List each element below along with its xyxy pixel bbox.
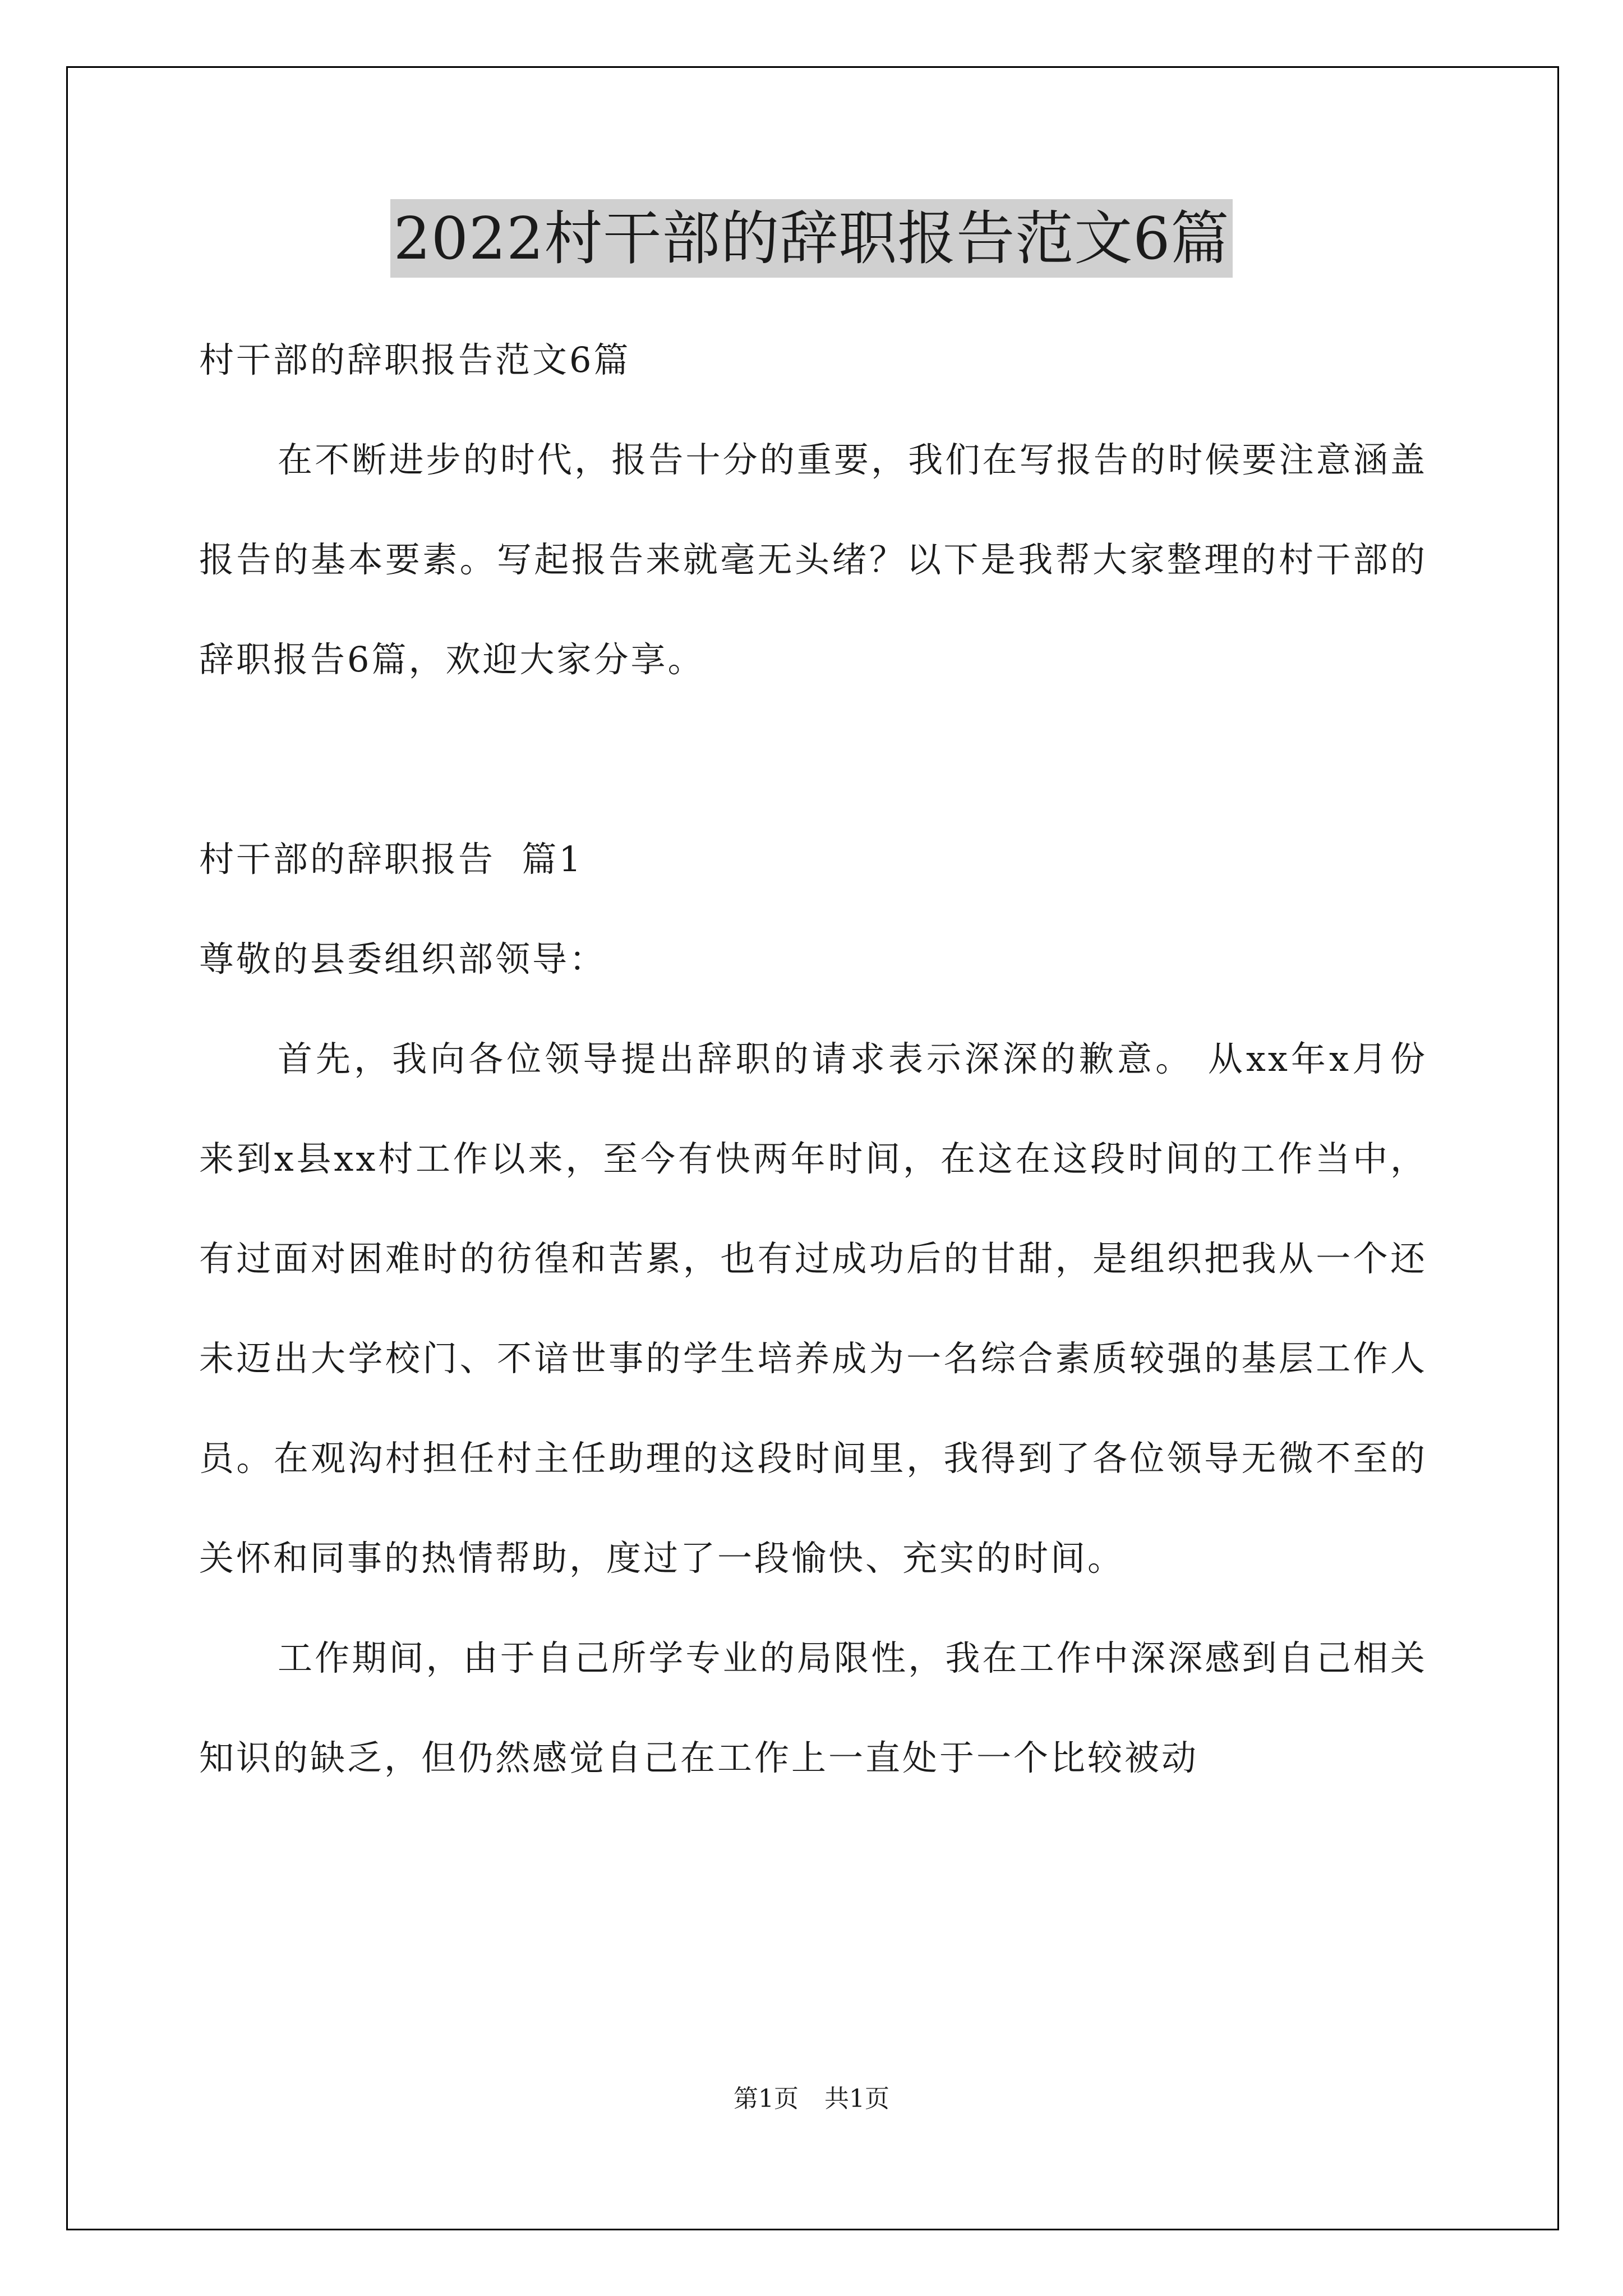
- page-number-total: 共1页: [824, 2085, 889, 2113]
- salutation: 尊敬的县委组织部领导：: [199, 938, 607, 979]
- page-footer: [0, 2082, 1623, 2116]
- title-container: [0, 199, 1623, 278]
- section-heading: 村干部的辞职报告 篇1: [199, 839, 583, 880]
- body-paragraph-1: 首先，我向各位领导提出辞职的请求表示深深的歉意。 从xx年x月份来到x县xx村工作以来，至今有快两年时间，在这在这段时间的工作当中，有过面对困难时的彷徨和苦累，也有过成功后的甘甜，是组织把我从一个还未迈出大学校门、不谙世事的学生培养成为一名综合素质较强的基层工作人员。在观沟村担任村主任助理的这段时间里，我得到了各位领导无微不至的关怀和同事的热情帮助，度过了一段愉快、充实的时间。: [199, 1038, 1427, 1579]
- paragraph-spacer: [199, 710, 1427, 809]
- body-paragraph-2: 工作期间，由于自己所学专业的局限性，我在工作中深深感到自己相关知识的缺乏，但仍然感觉自己在工作上一直处于一个比较被动: [199, 1637, 1427, 1778]
- document-title: 2022村干部的辞职报告范文6篇: [390, 199, 1233, 278]
- page-number-current: 第1页: [734, 2085, 799, 2113]
- document-body: [199, 310, 1427, 1808]
- document-subtitle: 村干部的辞职报告范文6篇: [199, 339, 631, 380]
- intro-paragraph: 在不断进步的时代，报告十分的重要，我们在写报告的时候要注意涵盖报告的基本要素。写起报告来就毫无头绪？以下是我帮大家整理的村干部的辞职报告6篇，欢迎大家分享。: [199, 439, 1427, 680]
